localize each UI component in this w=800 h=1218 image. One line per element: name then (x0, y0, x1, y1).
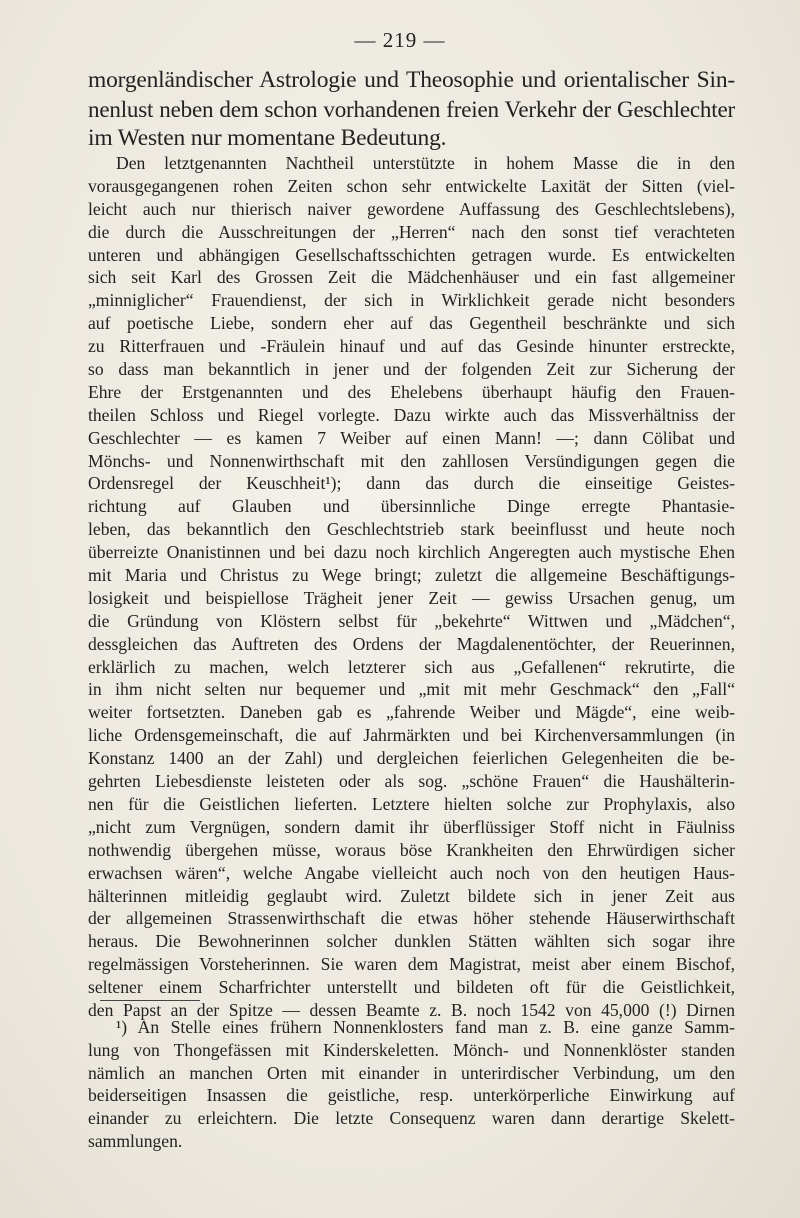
text-line: Mönchs- und Nonnenwirthschaft mit den zahllosen Versündigungen gegen die (88, 450, 735, 471)
footnote-line: beiderseitigen Insassen die geistliche, resp. unterkörperliche Einwirkung auf (88, 1085, 735, 1106)
text-line: leicht auch nur thierisch naiver gewordene Auffassung des Geschlechtslebens), (88, 198, 735, 219)
page-number: — 219 — (354, 28, 446, 52)
text-line: Konstanz 1400 an der Zahl) und dergleichen feierlichen Gelegenheiten die be- (88, 748, 735, 769)
text-line: weiter fortsetzten. Daneben gab es „fahrende Weiber und Mägde“, eine weib- (88, 702, 735, 723)
footnote-line: lung von Thongefässen mit Kinderskeletten. Mönch- und Nonnenklöster standen (88, 1039, 735, 1060)
text-line: leben, das bekanntlich den Geschlechtstrieb stark beeinflusst und heute noch (88, 519, 735, 540)
body-paragraph (88, 152, 735, 1022)
text-line: richtung auf Glauben und übersinnliche Dinge erregte Phantasie- (88, 496, 735, 517)
text-line: seltener einem Scharfrichter unterstellt und bildeten oft für die Geistlichkeit, (88, 977, 735, 998)
text-line: die Gründung von Klöstern selbst für „bekehrte“ Wittwen und „Mädchen“, (88, 610, 735, 631)
text-line: „nicht zum Vergnügen, sondern damit ihr überflüssiger Stoff nicht in Fäulniss (88, 816, 735, 837)
text-line: auf poetische Liebe, sondern eher auf das Gegentheil beschränkte und sich (88, 313, 735, 334)
text-line: regelmässigen Vorsteherinnen. Sie waren dem Magistrat, meist aber einem Bischof, (88, 954, 735, 975)
footnote-line: nämlich an manchen Orten mit einander in unterirdischer Verbindung, um den (88, 1062, 735, 1083)
text-line: losigkeit und beispiellose Trägheit jener Zeit — gewiss Ursachen genug, um (88, 587, 735, 608)
text-line: hälterinnen mitleidig geglaubt wird. Zuletzt bildete sich in jener Zeit aus (88, 885, 735, 906)
footnote-line: ¹) An Stelle eines frühern Nonnenklosters fand man z. B. eine ganze Samm- (116, 1017, 735, 1037)
text-line: die durch die Ausschreitungen der „Herren“ nach den sonst tief verachteten (88, 221, 735, 242)
text-line: nen für die Geistlichen lieferten. Letztere hielten solche zur Prophylaxis, also (88, 793, 735, 814)
text-line: unteren und abhängigen Gesellschaftsschichten getragen wurde. Es entwickelten (88, 244, 735, 265)
text-line: „minniglicher“ Frauendienst, der sich in Wirklichkeit gerade nicht besonders (88, 290, 735, 311)
text-line: in ihm nicht selten nur bequemer und „mit mit mehr Geschmack“ den „Fall“ (88, 679, 735, 700)
text-line: morgenländischer Astrologie und Theosophie und orientalischer Sin- (88, 67, 735, 93)
text-line: gehrten Liebesdienste leisteten oder als sog. „schöne Frauen“ die Haushälterin- (88, 771, 735, 792)
text-line: im Westen nur momentane Bedeutung. (88, 125, 447, 151)
text-line: heraus. Die Bewohnerinnen solcher dunklen Stätten wählten sich sogar ihre (88, 931, 735, 952)
footnote-line: einander zu erleichtern. Die letzte Consequenz waren dann derartige Skelett- (88, 1108, 735, 1129)
text-line: der allgemeinen Strassenwirthschaft die etwas höher stehende Häuserwirthschaft (88, 908, 735, 929)
text-line: vorausgegangenen rohen Zeiten schon sehr entwickelte Laxität der Sitten (viel- (88, 175, 735, 196)
text-line: nenlust neben dem schon vorhandenen freien Verkehr der Geschlechter (88, 96, 735, 122)
text-line: theilen Schloss und Riegel vorlegte. Dazu wirkte auch das Missverhältniss der (88, 404, 735, 425)
text-line: den Papst an der Spitze — dessen Beamte z. B. noch 1542 von 45,000 (!) Dirnen (88, 999, 735, 1020)
text-line: dessgleichen das Auftreten des Ordens der Magdalenentöchter, der Reuerinnen, (88, 633, 735, 654)
text-line: Den letztgenannten Nachtheil unterstützte in hohem Masse die in den (116, 153, 735, 173)
text-line: zu Ritterfrauen und -Fräulein hinauf und auf das Gesinde hinunter erstreckte, (88, 336, 735, 357)
text-line: Geschlechter — es kamen 7 Weiber auf einen Mann! —; dann Cölibat und (88, 427, 735, 448)
footnote-divider (100, 1000, 200, 1001)
text-line: erwachsen wären“, welche Angabe vielleicht auch noch von den heutigen Haus- (88, 862, 735, 883)
text-line: mit Maria und Christus zu Wege bringt; zuletzt die allgemeine Beschäftigungs- (88, 565, 735, 586)
text-line: erklärlich zu machen, welch letzterer sich aus „Gefallenen“ rekrutirte, die (88, 656, 735, 677)
text-line: Ordensregel der Keuschheit¹); dann das durch die einseitige Geistes- (88, 473, 735, 494)
text-line: so dass man bekanntlich in jener und der folgenden Zeit zur Sicherung der (88, 359, 735, 380)
footnote-line: sammlungen. (88, 1130, 183, 1151)
lead-paragraph (88, 66, 735, 153)
text-line: sich seit Karl des Grossen Zeit die Mädchenhäuser und ein fast allgemeiner (88, 267, 735, 288)
text-line: Ehre der Erstgenannten und des Ehelebens überhaupt häufig den Frauen- (88, 381, 735, 402)
text-line: nothwendig übergehen müsse, woraus böse Krankheiten den Ehrwürdigen sicher (88, 839, 735, 860)
text-line: liche Ordensgemeinschaft, die auf Jahrmärkten und bei Kirchenversammlungen (in (88, 725, 735, 746)
footnote (88, 1016, 735, 1153)
text-line: überreizte Onanistinnen und bei dazu noch kirchlich Angeregten auch mystische Ehen (88, 542, 735, 563)
